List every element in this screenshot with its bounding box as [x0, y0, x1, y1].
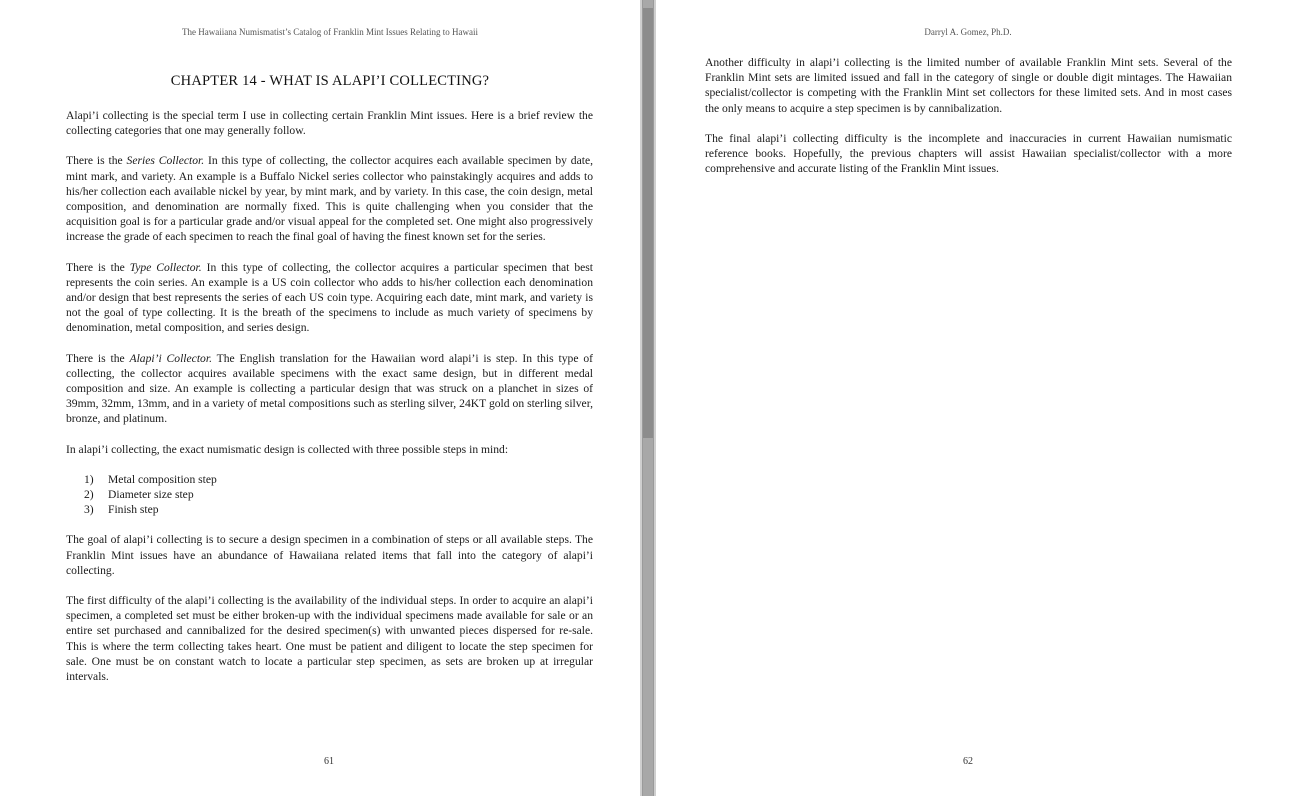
series-collector-term: Series Collector.	[126, 154, 205, 168]
alapii-lead: There is the	[66, 351, 130, 365]
right-page	[656, 0, 1296, 796]
list-item	[84, 487, 593, 502]
step-number: 1)	[84, 472, 94, 486]
chapter-title: CHAPTER 14 - WHAT IS ALAPI’I COLLECTING?	[170, 73, 490, 89]
gutter-edge	[640, 0, 642, 796]
scrollbar-thumb[interactable]	[643, 8, 653, 438]
alapii-collector-term: Alapi’i Collector.	[129, 351, 212, 365]
steps-intro-paragraph: In alapi’i collecting, the exact numismatic design is collected with three possible steps in mind:	[66, 442, 509, 456]
running-head-right: Darryl A. Gomez, Ph.D.	[924, 27, 1012, 37]
steps-list	[84, 472, 593, 518]
page-number-right: 62	[963, 756, 973, 767]
left-body	[66, 108, 593, 699]
type-collector-paragraph	[66, 260, 593, 336]
series-collector-paragraph	[66, 153, 593, 244]
page-gutter-scrollbar[interactable]	[640, 0, 656, 796]
limited-sets-paragraph: Another difficulty in alapi’i collecting is the limited number of available Franklin Mint sets. Several of the Franklin Mint sets are limited issued and fall in the category of single or double digit mintages. The Hawaiian specialist/collector is competing with the Franklin Mint set collectors for these limited sets. And in most cases the only means to acquire a step specimen is by cannibalization.	[705, 56, 1232, 115]
series-lead: There is the	[66, 154, 127, 168]
step-number: 3)	[84, 503, 94, 517]
step-number: 2)	[84, 488, 94, 502]
right-body	[705, 55, 1232, 191]
goal-paragraph: The goal of alapi’i collecting is to secure a design specimen in a combination of steps or all available steps. The Franklin Mint issues have an abundance of Hawaiiana related items that fall into the category of alapi’i collecting.	[66, 533, 593, 577]
type-text: In this type of collecting, the collector acquires a particular specimen that best represents the coin series. An example is a US coin collector who adds to his/her collection each denomination and/or design that best represents the series of each US coin type. Acquiring each date, mint mark, and variety is not the goal of type collecting. It is the breath of the specimens to include as much variety of specimens by denomination, metal composition, and series design.	[66, 260, 593, 335]
list-item	[84, 472, 593, 487]
running-head-left: The Hawaiiana Numismatist’s Catalog of Franklin Mint Issues Relating to Hawaii	[182, 27, 478, 37]
step-label: Finish step	[108, 503, 159, 517]
type-lead: There is the	[66, 260, 130, 274]
list-item	[84, 502, 593, 517]
step-label: Diameter size step	[108, 488, 194, 502]
page-number-left: 61	[324, 756, 334, 767]
final-difficulty-paragraph: The final alapi’i collecting difficulty is the incomplete and inaccuracies in current Hawaiian numismatic reference books. Hopefully, the previous chapters will assist Hawaiian specialist/collector with a more comprehensive and accurate listing of the Franklin Mint issues.	[705, 131, 1232, 176]
type-collector-term: Type Collector.	[129, 260, 202, 274]
left-page	[0, 0, 640, 796]
intro-paragraph: Alapi’i collecting is the special term I use in collecting certain Franklin Mint issues. Here is a brief review the collecting categories that one may generally follow.	[66, 109, 593, 138]
step-label: Metal composition step	[108, 472, 217, 486]
series-text: In this type of collecting, the collector acquires each available specimen by date, mint mark, and variety. An example is a Buffalo Nickel series collector who painstakingly acquires and adds to his/her collection each available nickel by year, by mint mark, and by variety. In this case, the coin design, metal composition, and denomination are normally fixed. This is quite challenging when you consider that the acquisition goal is for a particular grade and/or visual appeal for the completed set. One might also progressively increase the grade of each specimen to reach the final goal of having the finest known set for the series.	[66, 154, 594, 244]
alapii-collector-paragraph	[66, 351, 593, 427]
alapii-text: The English translation for the Hawaiian word alapi’i is step. In this type of collecting, the collector acquires available specimens with the exact same design, but in different medal composition and size. An example is collecting a particular design that was struck on a planchet in sizes of 39mm, 32mm, 13mm, and in a variety of metal compositions such as sterling silver, 24KT gold on sterling silver, bronze, and platinum.	[66, 351, 593, 426]
first-difficulty-paragraph: The first difficulty of the alapi’i collecting is the availability of the individual steps. In order to acquire an alapi’i specimen, a completed set must be either broken-up with the individual specimens made available for sale or an entire set purchased and cannibalized for the desired specimen(s) with unwanted pieces dispersed for re-sale. This is where the term collecting takes heart. One must be patient and diligent to locate the step specimen for sale. One must be on constant watch to locate a particular step specimen, as sets are broken up at irregular intervals.	[66, 594, 593, 684]
